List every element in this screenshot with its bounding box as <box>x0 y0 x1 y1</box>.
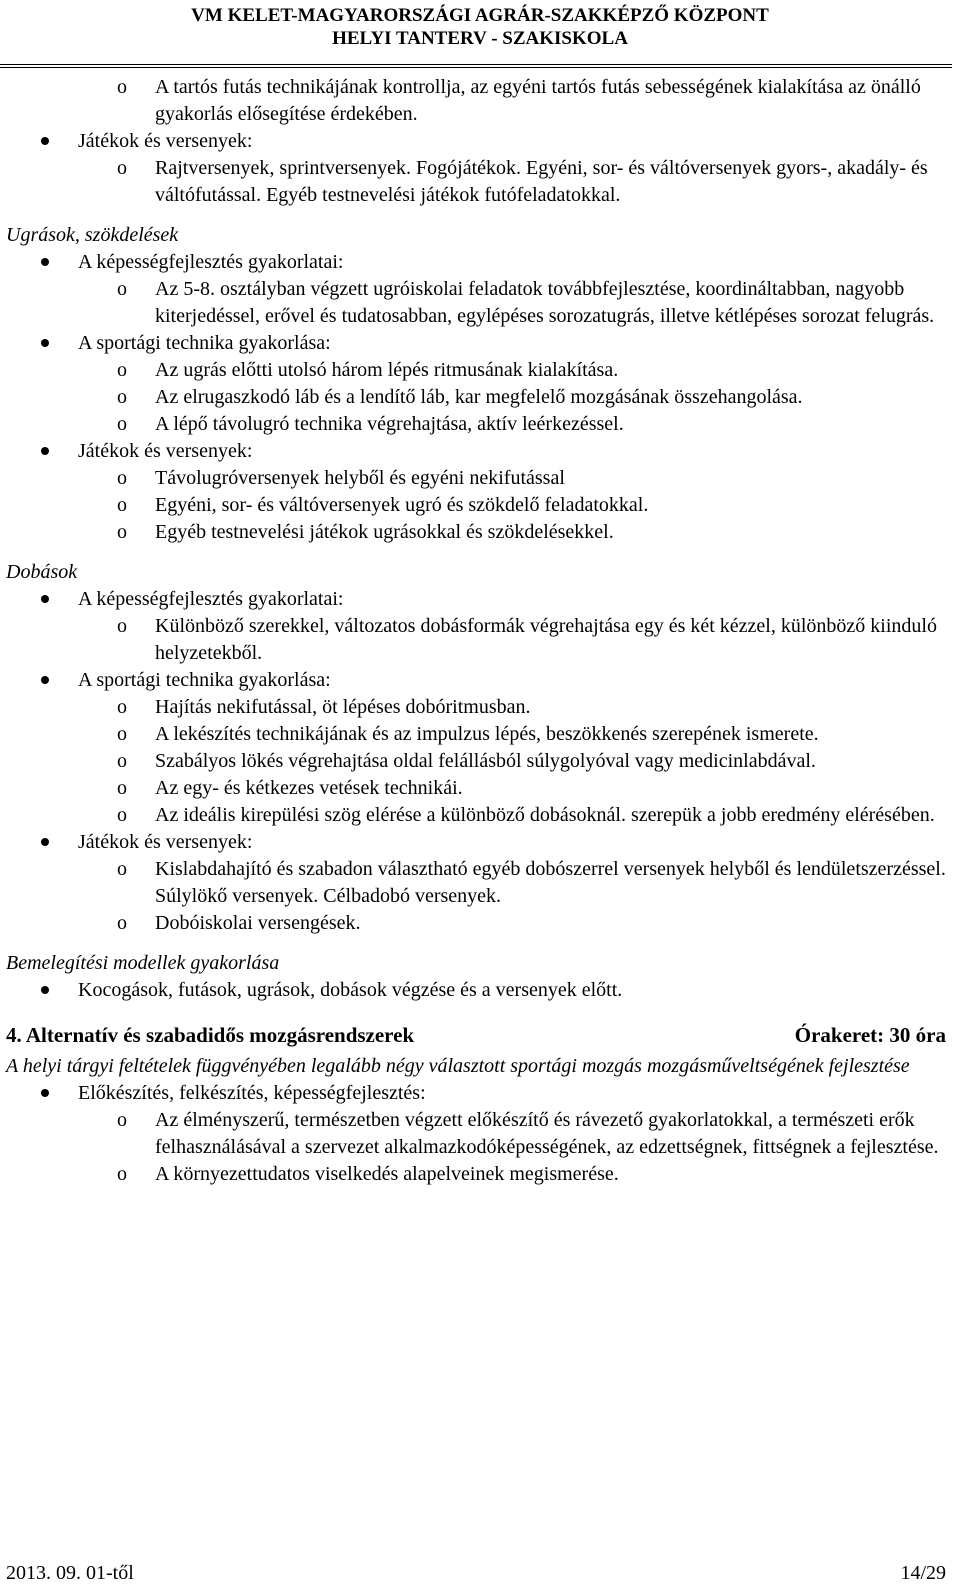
sub-list-item <box>0 357 952 384</box>
sub-list-item <box>0 721 952 748</box>
list-marker: o <box>117 494 127 516</box>
bullet-item: A képességfejlesztés gyakorlatai: <box>0 249 952 276</box>
list-item-text: A környezettudatos viselkedés alapelveinek megismerése. <box>155 1163 619 1185</box>
sub-list-item <box>0 1107 952 1161</box>
section-title-row <box>0 1017 952 1053</box>
list-marker: o <box>117 467 127 489</box>
spacer <box>0 546 952 559</box>
list-marker: o <box>117 615 127 637</box>
sub-list-item <box>0 465 952 492</box>
page-number: 14/29 <box>900 1562 946 1584</box>
header-subtitle: HELYI TANTERV - SZAKISKOLA <box>332 28 628 49</box>
bullet-item: Játékok és versenyek: <box>0 128 952 155</box>
list-item-text: Hajítás nekifutással, öt lépéses dobóritmusban. <box>155 696 531 718</box>
sub-list-item <box>0 519 952 546</box>
sub-list-item <box>0 694 952 721</box>
spacer <box>0 1004 952 1017</box>
list-marker: o <box>117 750 127 772</box>
section-subheading: Bemelegítési modellek gyakorlása <box>6 952 280 974</box>
bullet-item: A sportági technika gyakorlása: <box>0 667 952 694</box>
header-title: VM KELET-MAGYARORSZÁGI AGRÁR-SZAKKÉPZŐ KÖZPONT <box>191 5 769 26</box>
spacer <box>0 937 952 950</box>
list-marker: o <box>117 1163 127 1185</box>
header-divider <box>0 64 952 68</box>
spacer <box>0 209 952 222</box>
list-item-text: Egyéb testnevelési játékok ugrásokkal és szökdelésekkel. <box>155 521 614 543</box>
bullet-item: Kocogások, futások, ugrások, dobások végzése és a versenyek előtt. <box>0 977 952 1004</box>
list-item-text: A lépő távolugró technika végrehajtása, aktív leérkezéssel. <box>155 413 624 435</box>
bullet-item: Előkészítés, felkészítés, képességfejlesztés: <box>0 1080 952 1107</box>
list-marker: o <box>117 359 127 381</box>
sub-list-item <box>0 384 952 411</box>
sub-list-item <box>0 775 952 802</box>
list-item-text: Az élményszerű, természetben végzett előkészítő és rávezető gyakorlatokkal, a természeti erők felhasználásával a szervezet alkalmazkodóképességének, az edzettségnek, fittségnek a fejlesztése. <box>155 1109 939 1158</box>
section-subheading: Dobások <box>6 561 78 583</box>
sub-list-item <box>0 910 952 937</box>
list-marker: o <box>117 521 127 543</box>
list-marker: o <box>117 696 127 718</box>
sub-list-item <box>0 276 952 330</box>
sub-list-item <box>0 1161 952 1188</box>
page-footer <box>0 1556 952 1586</box>
list-marker: o <box>117 278 127 300</box>
section-subheading: A helyi tárgyi feltételek függvényében legalább négy választott sportági mozgás mozgásműveltségének fejlesztése <box>6 1055 910 1077</box>
list-item-text: Egyéni, sor- és váltóversenyek ugró és szökdelő feladatokkal. <box>155 494 649 516</box>
list-marker: o <box>117 777 127 799</box>
list-marker: o <box>117 723 127 745</box>
list-item-text: Különböző szerekkel, változatos dobásformák végrehajtása egy és két kézzel, különböző kiinduló helyzetekből. <box>155 615 937 664</box>
section-subheading: Ugrások, szökdelések <box>6 224 179 246</box>
sub-list-item <box>0 748 952 775</box>
bullet-item: Játékok és versenyek: <box>0 829 952 856</box>
list-item-text: A lekészítés technikájának és az impulzus lépés, beszökkenés szerepének ismerete. <box>155 723 819 745</box>
sub-list-item <box>0 74 952 128</box>
list-marker: o <box>117 1109 127 1131</box>
bullet-item: A képességfejlesztés gyakorlatai: <box>0 586 952 613</box>
sub-list-item <box>0 155 952 209</box>
sub-list-item <box>0 856 952 910</box>
list-item-text: Az ideális kirepülési szög elérése a különböző dobásoknál. szerepük a jobb eredmény elérésében. <box>155 804 935 826</box>
list-item-text: Az egy- és kétkezes vetések technikái. <box>155 777 463 799</box>
section-title: 4. Alternatív és szabadidős mozgásrendszerek <box>6 1023 415 1047</box>
sub-list-item <box>0 802 952 829</box>
list-marker: o <box>117 912 127 934</box>
list-item-text: Az elrugaszkodó láb és a lendítő láb, kar megfelelő mozgásának összehangolása. <box>155 386 803 408</box>
list-marker: o <box>117 157 127 179</box>
footer-date: 2013. 09. 01-től <box>6 1562 134 1584</box>
hours-allocation: Órakeret: 30 óra <box>794 1023 946 1047</box>
sub-list-item <box>0 411 952 438</box>
list-item-text: Az 5-8. osztályban végzett ugróiskolai feladatok továbbfejlesztése, koordináltabban, nagyobb kiterjedéssel, erővel és tudatosabban, egylépéses sorozatugrás, illetve kétlépéses sorozat felugrás. <box>155 278 935 327</box>
sub-list-item <box>0 613 952 667</box>
list-item-text: A tartós futás technikájának kontrollja, az egyéni tartós futás sebességének kialakítása az önálló gyakorlás elősegítése érdekében. <box>155 76 921 125</box>
list-item-text: Dobóiskolai versengések. <box>155 912 361 934</box>
list-item-text: Rajtversenyek, sprintversenyek. Fogójátékok. Egyéni, sor- és váltóversenyek gyors-, akadály- és váltófutással. Egyéb testnevelési játékok futófeladatokkal. <box>155 157 928 206</box>
sub-list-item <box>0 492 952 519</box>
bullet-item: Játékok és versenyek: <box>0 438 952 465</box>
list-item-text: Az ugrás előtti utolsó három lépés ritmusának kialakítása. <box>155 359 619 381</box>
list-marker: o <box>117 76 127 98</box>
list-marker: o <box>117 386 127 408</box>
list-item-text: Kislabdahajító és szabadon választható egyéb dobószerrel versenyek helyből és lendületszerzéssel. Súlylökő versenyek. Célbadobó versenyek. <box>155 858 946 907</box>
list-item-text: Szabályos lökés végrehajtása oldal felállásból súlygolyóval vagy medicinlabdával. <box>155 750 816 772</box>
bullet-item: A sportági technika gyakorlása: <box>0 330 952 357</box>
list-marker: o <box>117 858 127 880</box>
document-body <box>0 74 952 1188</box>
list-item-text: Távolugróversenyek helyből és egyéni nekifutással <box>155 467 565 489</box>
list-marker: o <box>117 804 127 826</box>
list-marker: o <box>117 413 127 435</box>
